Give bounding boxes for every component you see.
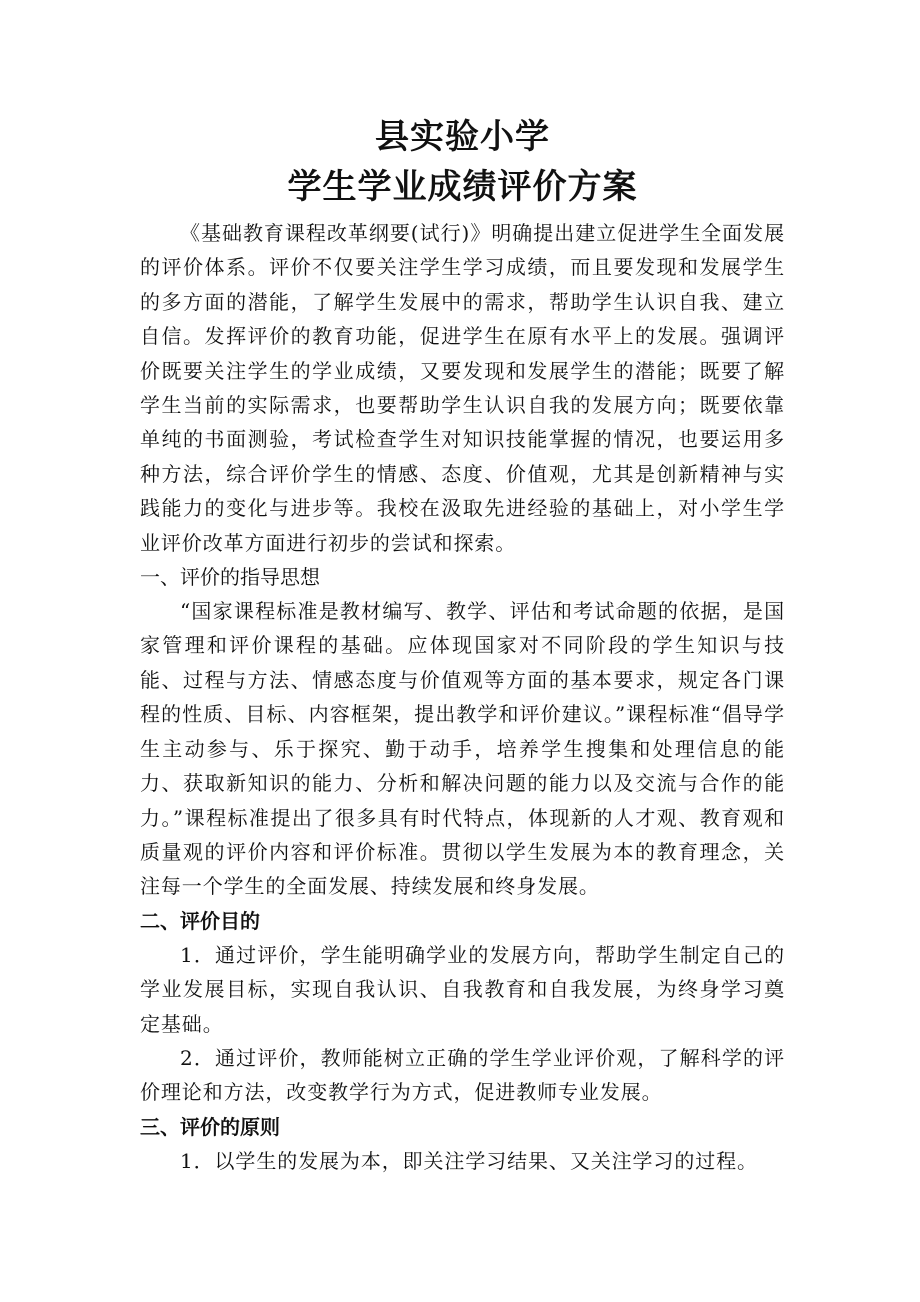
intro-paragraph: 《基础教育课程改革纲要(试行)》明确提出建立促进学生全面发展的评价体系。评价不仅要关注学生学习成绩，而且要发现和发展学生的多方面的潜能，了解学生发展中的需求，帮助学生认识自我、建立自信。发挥评价的教育功能，促进学生在原有水平上的发展。强调评价既要关注学生的学业成绩，又要发现和发展学生的潜能；既要了解学生当前的实际需求，也要帮助学生认识自我的发展方向；既要依靠单纯的书面测验，考试检查学生对知识技能掌握的情况，也要运用多种方法，综合评价学生的情感、态度、价值观，尤其是创新精神与实践能力的变化与进步等。我校在汲取先进经验的基础上，对小学生学业评价改革方面进行初步的尝试和探索。 — [140, 221, 785, 555]
purpose-item-1: 1．通过评价，学生能明确学业的发展方向，帮助学生制定自己的学业发展目标，实现自我认识、自我教育和自我发展，为终身学习奠定基础。 — [140, 942, 785, 1036]
section-heading-principles: 三、评价的原则 — [140, 1114, 280, 1139]
section-heading-purpose: 二、评价目的 — [140, 908, 260, 933]
principle-item-1: 1．以学生的发展为本，即关注学习结果、又关注学习的过程。 — [180, 1148, 758, 1173]
document-title-plan: 学生学业成绩评价方案 — [287, 167, 638, 207]
document-page — [140, 112, 785, 1178]
document-title-school: 县实验小学 — [375, 117, 550, 157]
section-heading-guiding-ideas: 一、评价的指导思想 — [140, 565, 320, 590]
purpose-item-2: 2．通过评价，教师能树立正确的学生学业评价观，了解科学的评价理论和方法，改变教学行为方式，促进教师专业发展。 — [140, 1045, 785, 1105]
guiding-ideas-paragraph: “国家课程标准是教材编写、教学、评估和考试命题的依据，是国家管理和评价课程的基础。应体现国家对不同阶段的学生知识与技能、过程与方法、情感态度与价值观等方面的基本要求，规定各门课程的性质、目标、内容框架，提出教学和评价建议。”课程标准“倡导学生主动参与、乐于探究、勤于动手，培养学生搜集和处理信息的能力、获取新知识的能力、分析和解决问题的能力以及交流与合作的能力。”课程标准提出了很多具有时代特点，体现新的人才观、教育观和质量观的评价内容和评价标准。贯彻以学生发展为本的教育理念，关注每一个学生的全面发展、持续发展和终身发展。 — [140, 599, 785, 899]
